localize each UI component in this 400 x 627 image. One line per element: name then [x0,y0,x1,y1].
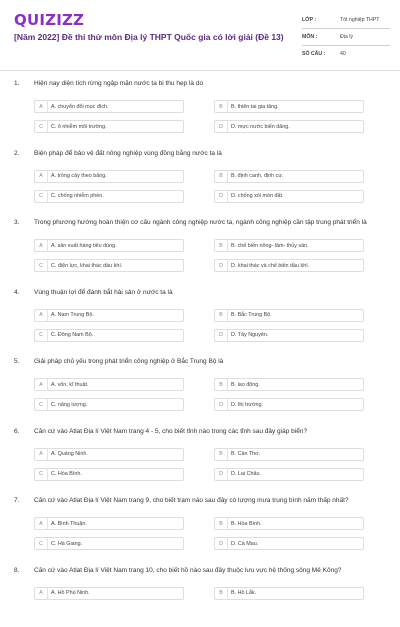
question-item [0,358,400,418]
meta-row-class [302,12,390,29]
question-header [0,80,400,92]
answer-option-c[interactable] [34,468,184,481]
answer-option-d[interactable] [214,259,364,272]
option-text: A. Bình Thuận. [51,520,87,527]
option-text: D. Cà Mau. [231,540,259,547]
option-letter: B [215,379,228,390]
worksheet-title: [Năm 2022] Đề thi thử môn Địa lý THPT Quốc gia có lời giải (Đề 13) [14,32,284,42]
question-item [0,428,400,488]
option-text: C. Đông Nam Bộ. [51,332,94,338]
header-divider [0,70,400,71]
option-letter: C [35,399,48,410]
question-header [0,289,400,301]
option-letter: B [215,240,228,251]
option-text: B. Bắc Trung Bộ. [231,312,272,318]
option-letter: C [35,191,48,202]
question-number: 8. [14,566,20,574]
question-number: 2. [14,149,20,157]
question-text: Biện pháp để bảo vệ đất nông nghiệp vùng đồng bằng nước ta là [34,149,222,157]
answer-option-c[interactable] [34,398,184,411]
option-letter: D [215,260,228,271]
option-letter: A [35,101,48,112]
answer-option-b[interactable] [214,517,364,530]
option-text: C. Hà Giang. [51,540,83,547]
answer-option-a[interactable] [34,170,184,183]
question-number: 1. [14,80,20,87]
option-letter: C [35,330,48,341]
answer-option-a[interactable] [34,448,184,461]
question-number: 7. [14,497,20,504]
question-header [0,219,400,231]
meta-value: Tốt nghiệp THPT [340,17,380,23]
option-text: A. vốn, kĩ thuật. [51,381,89,388]
option-letter: D [215,538,228,549]
question-number: 5. [14,358,20,365]
option-letter: A [35,310,48,321]
option-text: B. định canh, định cư. [231,173,284,179]
question-header [0,150,400,162]
answer-option-c[interactable] [34,259,184,272]
option-text: B. Hồ Lắk. [231,590,257,596]
meta-row-subject [302,29,390,46]
option-text: C. điện lực, khai thác dầu khí. [51,262,123,269]
option-text: A. Hồ Phú Ninh. [51,590,90,596]
option-letter: C [35,121,48,132]
question-header [0,567,400,579]
answer-option-b[interactable] [214,170,364,183]
option-text: C. ô nhiễm môi trường. [51,123,107,130]
question-text: Căn cứ vào Atlat Địa lí Việt Nam trang 10, cho biết hồ nào sau đây thuộc lưu vực hệ thống sông Mê Kông? [34,566,342,574]
meta-label: LỚP : [302,17,317,23]
answer-option-d[interactable] [214,468,364,481]
option-text: A. Nam Trung Bộ. [51,312,94,318]
question-item [0,567,400,627]
question-text: Giải pháp chủ yếu trong phát triển công nghiệp ở Bắc Trung Bộ là [34,358,224,365]
question-item [0,219,400,279]
answer-option-b[interactable] [214,378,364,391]
answer-option-a[interactable] [34,100,184,113]
option-letter: D [215,191,228,202]
answer-option-d[interactable] [214,398,364,411]
question-text: Căn cứ vào Atlat Địa lí Việt Nam trang 4 - 5, cho biết tỉnh nào trong các tỉnh sau đây giáp biển? [34,427,308,435]
answer-option-a[interactable] [34,378,184,391]
answer-option-c[interactable] [34,120,184,133]
option-letter: A [35,588,48,599]
option-text: B. Hòa Bình. [231,520,262,527]
question-number: 6. [14,427,20,435]
answer-option-b[interactable] [214,100,364,113]
meta-value: Địa lý [340,34,353,40]
answer-option-d[interactable] [214,537,364,550]
option-letter: D [215,469,228,480]
option-text: A. Quảng Ninh. [51,451,88,457]
option-letter: A [35,518,48,529]
question-text: Vùng thuận lợi để đánh bắt hải sản ở nước ta là [34,288,173,296]
option-text: D. Tây Nguyên. [231,332,269,338]
question-item [0,80,400,140]
option-letter: D [215,330,228,341]
answer-option-b[interactable] [214,309,364,322]
question-text: Căn cứ vào Atlat Địa lí Việt Nam trang 9, cho biết trạm nào sau đây có lượng mưa trung bình năm thấp nhất? [34,497,349,504]
question-item [0,497,400,557]
question-item [0,150,400,210]
question-text: Hiện nay diện tích rừng ngập mặn nước ta bị thu hẹp là do [34,80,204,87]
option-text: A. trồng cây theo băng. [51,173,107,179]
option-text: A. chuyển đổi mục đích. [51,103,109,110]
option-letter: C [35,538,48,549]
option-letter: A [35,379,48,390]
option-letter: B [215,101,228,112]
question-header [0,497,400,509]
option-text: D. thị trường. [231,401,264,408]
question-number: 3. [14,219,20,226]
option-letter: C [35,469,48,480]
option-text: D. chống xói mòn đất. [231,193,284,199]
option-letter: A [35,240,48,251]
option-letter: D [215,399,228,410]
option-text: B. lao động. [231,381,260,388]
answer-option-b[interactable] [214,448,364,461]
quizizz-logo: QUIZIZZ [14,11,85,29]
answer-option-c[interactable] [34,537,184,550]
option-text: A. sản xuất hàng tiêu dùng. [51,242,117,249]
option-letter: B [215,588,228,599]
answer-option-b[interactable] [214,239,364,252]
option-letter: B [215,310,228,321]
question-number: 4. [14,288,20,296]
meta-label: MÔN : [302,34,318,40]
answer-option-a[interactable] [34,239,184,252]
option-text: B. Cần Thơ. [231,451,261,457]
question-header [0,358,400,370]
question-header [0,428,400,440]
option-text: B. chế biến nông- lâm- thủy sản. [231,242,309,249]
answer-option-a[interactable] [34,587,184,600]
option-text: B. thiên tai gia tăng. [231,103,279,110]
answer-option-a[interactable] [34,517,184,530]
answer-option-d[interactable] [214,329,364,342]
option-letter: D [215,121,228,132]
option-text: D. mực nước biển dâng. [231,123,290,130]
answer-option-c[interactable] [34,190,184,203]
option-letter: C [35,260,48,271]
answer-option-d[interactable] [214,190,364,203]
answer-option-d[interactable] [214,120,364,133]
option-letter: B [215,518,228,529]
option-text: C. Hòa Bình. [51,471,82,477]
option-letter: A [35,449,48,460]
option-letter: A [35,171,48,182]
meta-label: SỐ CÂU : [302,51,326,57]
option-text: C. năng lượng. [51,401,88,408]
answer-option-b[interactable] [214,587,364,600]
question-item [0,289,400,349]
option-text: D. khai thác và chế biến dầu khí. [231,262,310,269]
option-letter: B [215,171,228,182]
meta-value: 40 [340,51,346,57]
option-text: D. Lai Châu. [231,471,261,477]
worksheet-meta [302,12,390,62]
answer-option-a[interactable] [34,309,184,322]
option-letter: B [215,449,228,460]
option-text: C. chống nhiễm phèn. [51,193,104,199]
question-text: Trong phương hướng hoàn thiện cơ cấu ngành công nghiệp nước ta, ngành công nghiệp cần tập trung phát triển là [34,219,367,226]
meta-row-question-count [302,46,390,62]
answer-option-c[interactable] [34,329,184,342]
